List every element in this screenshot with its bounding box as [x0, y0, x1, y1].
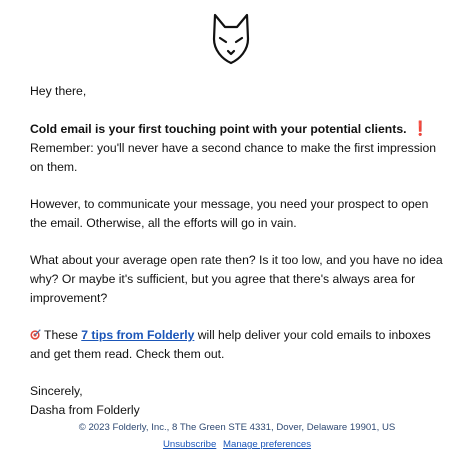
tips-lead: These — [44, 328, 78, 342]
paragraph-open-rate: What about your average open rate then? Is it too low, and you have no idea why? Or maybe it's sufficient, but you agree that there's always area for improvement? — [30, 253, 443, 305]
paragraph-open-email: However, to communicate your message, you need your prospect to open the email. Otherwise, all the efforts will go in vain. — [30, 197, 429, 230]
greeting: Hey there, — [30, 84, 87, 98]
footer-address: © 2023 Folderly, Inc., 8 The Green STE 4331, Dover, Delaware 19901, US — [78, 422, 396, 433]
manage-preferences-link[interactable]: Manage preferences — [223, 439, 311, 450]
signoff-line: Sincerely, — [30, 384, 83, 398]
paragraph-first-impression: Remember: you'll never have a second chance to make the first impression on them. — [30, 141, 437, 174]
footer-links — [0, 436, 474, 453]
exclamation-icon: ❗ — [411, 120, 430, 136]
fox-logo-icon — [210, 12, 252, 66]
tips-link[interactable]: 7 tips from Folderly — [81, 328, 195, 342]
email-content — [30, 82, 445, 420]
tips-rest: will help deliver your cold emails to inboxes and get them read. Check them out. — [30, 328, 431, 361]
tips-paragraph — [30, 326, 445, 364]
email-footer — [0, 419, 474, 453]
headline: Cold email is your first touching point with your potential clients. — [30, 122, 407, 136]
unsubscribe-link[interactable]: Unsubscribe — [163, 439, 217, 450]
signature-line: Dasha from Folderly — [30, 403, 140, 417]
dart-target-icon — [30, 329, 41, 340]
headline-paragraph — [30, 119, 445, 139]
